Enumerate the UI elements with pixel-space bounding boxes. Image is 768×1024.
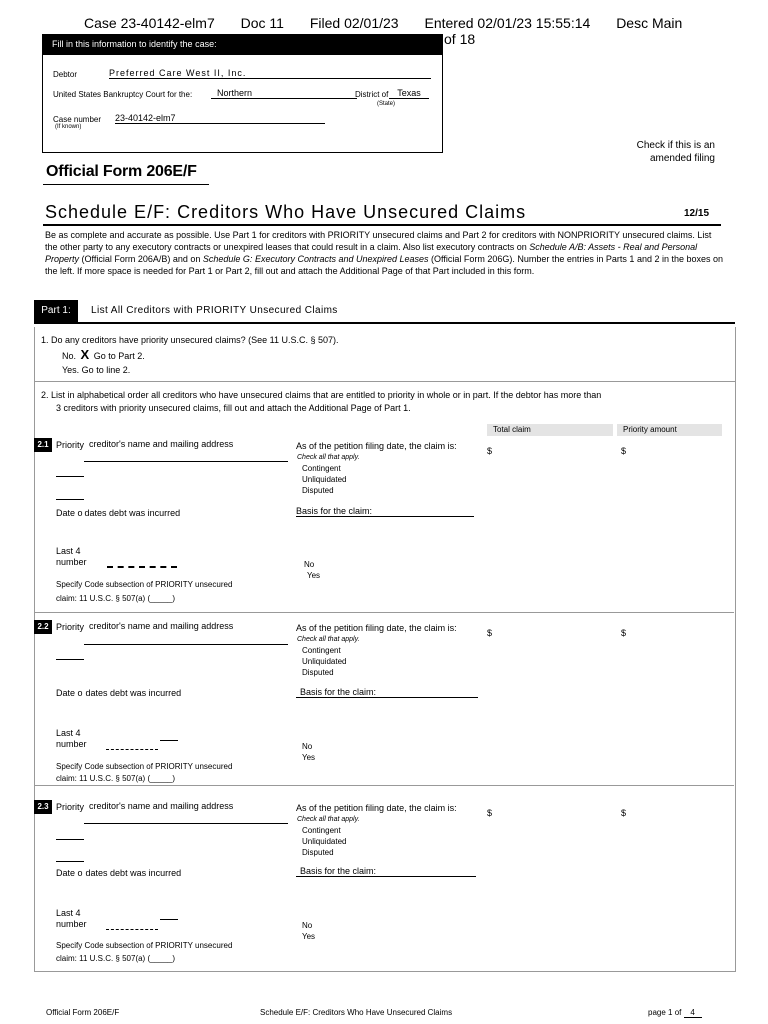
check-all-note: Check all that apply. [297, 454, 360, 461]
question-2-text-2: 3 creditors with priority unsecured claims, fill out and attach the Additional Page of Part 1. [56, 403, 411, 413]
footer-form-name: Official Form 206E/F [46, 1008, 120, 1017]
case-number-field[interactable]: 23-40142-elm7 [115, 113, 325, 124]
entry-number: 2.2 [34, 620, 52, 634]
debtor-field[interactable]: Preferred Care West II, Inc. [109, 68, 431, 79]
date-label [56, 508, 180, 518]
basis-for-claim-field[interactable]: Basis for the claim: [296, 506, 474, 517]
doc-number: Doc 11 [240, 15, 284, 31]
last-4-text: Last 4 [56, 728, 81, 738]
offset-no-option[interactable]: No [304, 560, 315, 569]
address-line-2[interactable] [56, 499, 84, 500]
instructions-ref-ab: Schedule A/B: Assets - Real and Personal Property [45, 242, 698, 264]
priority-label: Priority [56, 440, 85, 450]
check-all-note: Check all that apply. [297, 636, 360, 643]
code-subsection-label: Specify Code subsection of PRIORITY unsecured [56, 580, 233, 589]
footer-schedule-title: Schedule E/F: Creditors Who Have Unsecured Claims [260, 1008, 453, 1017]
unliquidated-checkbox[interactable]: Unliquidated [302, 657, 347, 666]
total-claim-dollar[interactable]: $ [487, 446, 493, 456]
last-4-extra-field[interactable] [160, 919, 178, 920]
address-line-1[interactable] [56, 839, 84, 840]
petition-status-label: As of the petition filing date, the claim is: [296, 441, 457, 451]
last-4-digits-field[interactable] [107, 566, 177, 568]
page-count-header: of 18 [444, 31, 476, 47]
priority-amount-dollar[interactable]: $ [621, 808, 627, 818]
question-2-text-1: 2. List in alphabetical order all creditors who have unsecured claims that are entitled to priority in whole or in part. If the debtor has more than [41, 390, 602, 400]
case-number-label: Case number [53, 115, 102, 124]
last-4-digits-field[interactable] [106, 749, 158, 750]
debtor-label: Debtor [53, 70, 78, 79]
disputed-checkbox[interactable]: Disputed [302, 486, 334, 495]
amended-filing-checkbox[interactable]: Check if this is an amended filing [636, 140, 715, 164]
address-line-2[interactable] [56, 861, 84, 862]
question-1-text: 1. Do any creditors have priority unsecured claims? (See 11 U.S.C. § 507). [41, 335, 339, 345]
unliquidated-checkbox[interactable]: Unliquidated [302, 475, 347, 484]
creditor-entry-2-2 [34, 620, 734, 786]
instructions-text-3: (Official Form 206G). Number the entries in Parts 1 and 2 in the boxes on the left. If more space is needed for Part 1 or Part 2, fill out and attach the Additional Page of that Part included in this form. [45, 254, 724, 276]
offset-no-option[interactable]: No [302, 921, 313, 930]
total-claim-dollar[interactable]: $ [487, 628, 493, 638]
contingent-checkbox[interactable]: Contingent [302, 464, 341, 473]
disputed-checkbox[interactable]: Disputed [302, 668, 334, 677]
code-subsection-label: Specify Code subsection of PRIORITY unsecured [56, 941, 233, 950]
court-field[interactable]: Northern [211, 88, 357, 99]
entered-date: Entered 02/01/23 15:55:14 [424, 15, 591, 31]
date-suffix: dates debt was incurred [85, 868, 182, 878]
instructions [45, 229, 725, 277]
petition-status-label: As of the petition filing date, the claim is: [296, 803, 457, 813]
creditor-name-label: creditor's name and mailing address [89, 439, 234, 449]
id-box-heading: Fill in this information to identify the case: [43, 35, 442, 55]
check-all-note: Check all that apply. [297, 816, 360, 823]
footer-page-prefix: page 1 of [648, 1008, 682, 1017]
code-subsection-label: Specify Code subsection of PRIORITY unsecured [56, 762, 233, 771]
last-4-extra-field[interactable] [160, 740, 178, 741]
contingent-checkbox[interactable]: Contingent [302, 826, 341, 835]
part-rule [34, 322, 735, 324]
filed-date: Filed 02/01/23 [309, 15, 399, 31]
district-field[interactable]: Texas [389, 88, 429, 99]
entry-number: 2.1 [34, 438, 52, 452]
address-line-1[interactable] [56, 659, 84, 660]
date-prefix: Date o [56, 868, 83, 878]
creditor-name-field[interactable] [84, 461, 288, 462]
checkmark-x-icon: X [80, 347, 90, 362]
priority-amount-dollar[interactable]: $ [621, 628, 627, 638]
instructions-text-2: (Official Form 206A/B) and on [79, 254, 203, 264]
entry-number: 2.3 [34, 800, 52, 814]
court-label: United States Bankruptcy Court for the: [53, 90, 193, 99]
disputed-checkbox[interactable]: Disputed [302, 848, 334, 857]
question-1-section [34, 327, 736, 382]
case-identification-box [42, 34, 443, 153]
last-4-number-text: number [56, 919, 87, 929]
code-subsection-field[interactable]: claim: 11 U.S.C. § 507(a) (_____) [56, 774, 176, 783]
priority-label: Priority [56, 802, 85, 812]
form-title: Official Form 206E/F [46, 163, 197, 180]
creditor-name-label: creditor's name and mailing address [89, 621, 234, 631]
creditor-entry-2-1 [34, 438, 734, 613]
last-4-text: Last 4 [56, 908, 81, 918]
part-label: Part 1: [34, 300, 78, 322]
address-line-1[interactable] [56, 476, 84, 477]
district-label: District of [355, 90, 389, 99]
basis-for-claim-field[interactable]: Basis for the claim: [296, 687, 478, 698]
date-prefix: Date o [56, 508, 83, 518]
last-4-label [56, 546, 87, 568]
date-suffix: dates debt was incurred [85, 688, 182, 698]
date-suffix: dates debt was incurred [84, 508, 181, 518]
last-4-digits-field[interactable] [106, 929, 158, 930]
case-number-header: Case 23-40142-elm7 [84, 15, 215, 31]
date-prefix: Date o [56, 688, 83, 698]
case-header [84, 15, 704, 31]
last-4-label [56, 728, 87, 750]
creditor-name-label: creditor's name and mailing address [89, 801, 234, 811]
date-label [56, 688, 181, 698]
offset-yes-option[interactable]: Yes [302, 932, 316, 941]
unliquidated-checkbox[interactable]: Unliquidated [302, 837, 347, 846]
part-1-header [34, 300, 735, 322]
code-subsection-field[interactable]: claim: 11 U.S.C. § 507(a) (_____) [56, 594, 176, 603]
footer-page-number [648, 1008, 702, 1018]
offset-yes-option[interactable]: Yes [307, 571, 321, 580]
case-number-sublabel: (If known) [55, 124, 82, 130]
footer-page-total: 4 [684, 1008, 702, 1018]
form-title-underline [43, 184, 209, 185]
creditor-name-field[interactable] [84, 644, 288, 645]
contingent-checkbox[interactable]: Contingent [302, 646, 341, 655]
title-rule [43, 224, 721, 226]
offset-yes-option[interactable]: Yes [302, 753, 316, 762]
priority-amount-dollar[interactable]: $ [621, 446, 627, 456]
basis-for-claim-field[interactable]: Basis for the claim: [296, 866, 476, 877]
total-claim-dollar[interactable]: $ [487, 808, 493, 818]
question-1-no-label: No. [62, 351, 77, 361]
priority-amount-header: Priority amount [617, 424, 722, 436]
priority-label: Priority [56, 622, 85, 632]
instructions-text-1: Be as complete and accurate as possible. Use Part 1 for creditors with PRIORITY unsecured claims and Part 2 for creditors with NONPRIORITY unsecured claims. List the other party to any executory contracts or unexpired leases that could result in a claim. Also list executory contracts on [45, 230, 712, 252]
form-version: 12/15 [684, 208, 710, 219]
date-label [56, 868, 181, 878]
creditor-name-field[interactable] [84, 823, 288, 824]
last-4-number-text: number [56, 557, 87, 567]
petition-status-label: As of the petition filing date, the claim is: [296, 623, 457, 633]
schedule-title: Schedule E/F: Creditors Who Have Unsecured Claims [45, 202, 527, 222]
instructions-ref-g: Schedule G: Executory Contracts and Unexpired Leases [202, 254, 429, 264]
question-1-no-goto: Go to Part 2. [93, 351, 145, 361]
offset-no-option[interactable]: No [302, 742, 313, 751]
part-title: List All Creditors with PRIORITY Unsecured Claims [91, 305, 338, 316]
last-4-text: Last 4 [56, 546, 81, 556]
desc-main: Desc Main [616, 15, 683, 31]
last-4-number-text: number [56, 739, 87, 749]
question-1-no-option[interactable] [62, 347, 145, 362]
state-label: (State) [377, 101, 396, 107]
question-1-yes-option[interactable]: Yes. Go to line 2. [62, 365, 131, 375]
creditor-entry-2-3 [34, 800, 734, 970]
code-subsection-field[interactable]: claim: 11 U.S.C. § 507(a) (_____) [56, 954, 176, 963]
total-claim-header: Total claim [487, 424, 613, 436]
last-4-label [56, 908, 87, 930]
